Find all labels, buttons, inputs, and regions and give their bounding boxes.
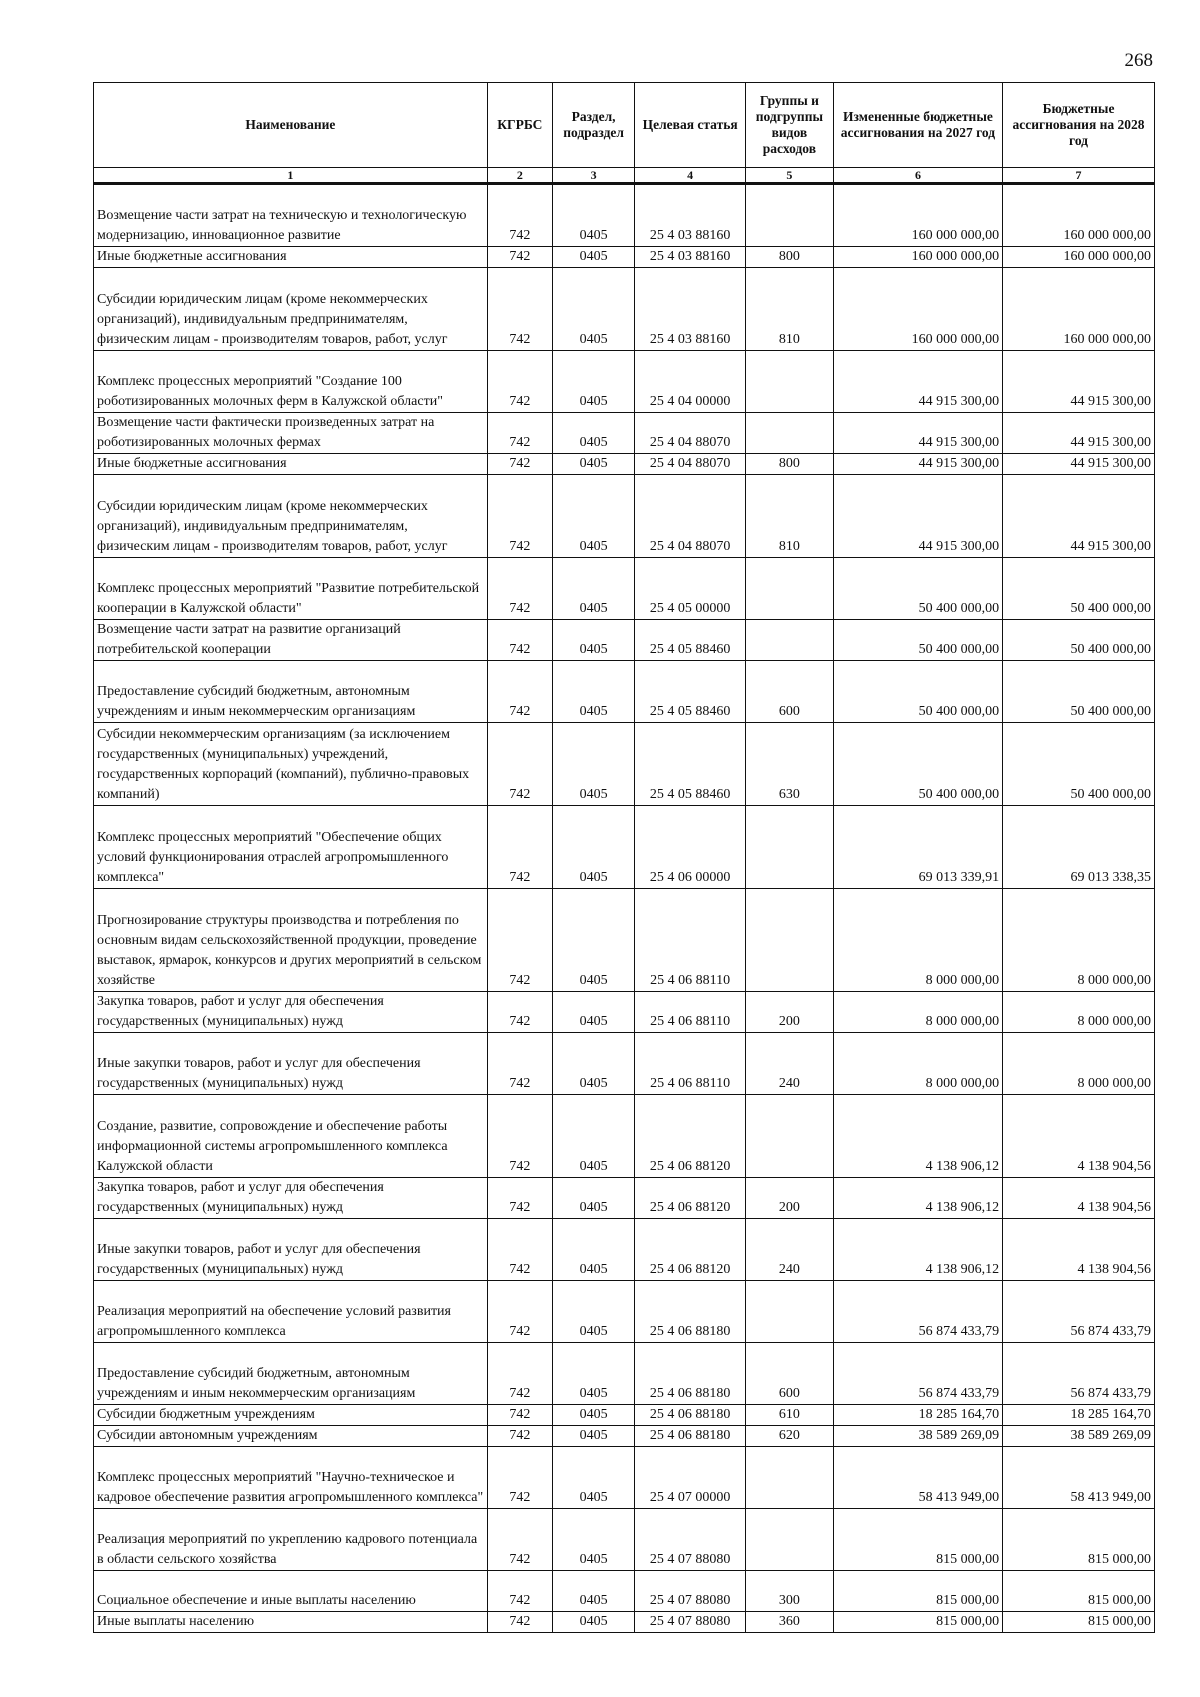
cell-statya: 25 4 06 88120 — [635, 1178, 746, 1219]
cell-kgrbs: 742 — [487, 1095, 552, 1178]
cell-razdel: 0405 — [552, 1447, 634, 1509]
cell-kgrbs: 742 — [487, 620, 552, 661]
column-number: 3 — [552, 168, 634, 184]
cell-razdel: 0405 — [552, 806, 634, 889]
cell-name: Комплекс процессных мероприятий "Развитие потребительской кооперации в Калужской области" — [94, 558, 488, 620]
table-row — [94, 558, 1155, 620]
table-row — [94, 1178, 1155, 1219]
table-row — [94, 351, 1155, 413]
cell-2028: 58 413 949,00 — [1003, 1447, 1155, 1509]
cell-2027: 44 915 300,00 — [833, 454, 1002, 475]
cell-2027: 50 400 000,00 — [833, 620, 1002, 661]
cell-name: Реализация мероприятий на обеспечение условий развития агропромышленного комплекса — [94, 1281, 488, 1343]
cell-2027: 56 874 433,79 — [833, 1281, 1002, 1343]
column-number: 4 — [635, 168, 746, 184]
cell-2028: 38 589 269,09 — [1003, 1426, 1155, 1447]
cell-kgrbs: 742 — [487, 1033, 552, 1095]
table-row — [94, 413, 1155, 454]
cell-kgrbs: 742 — [487, 1178, 552, 1219]
cell-vid: 800 — [745, 247, 833, 268]
cell-vid: 800 — [745, 454, 833, 475]
cell-name: Иные бюджетные ассигнования — [94, 454, 488, 475]
cell-2027: 4 138 906,12 — [833, 1095, 1002, 1178]
cell-statya: 25 4 06 88180 — [635, 1426, 746, 1447]
cell-razdel: 0405 — [552, 351, 634, 413]
header-statya: Целевая статья — [635, 83, 746, 168]
cell-statya: 25 4 06 88120 — [635, 1219, 746, 1281]
cell-vid: 610 — [745, 1405, 833, 1426]
cell-kgrbs: 742 — [487, 1219, 552, 1281]
cell-vid — [745, 806, 833, 889]
page-number: 268 — [1124, 50, 1153, 71]
cell-name: Прогнозирование структуры производства и потребления по основным видам сельскохозяйственной продукции, проведение выставок, ярмарок, конкурсов и других мероприятий в сельском хозяйстве — [94, 889, 488, 992]
cell-2028: 44 915 300,00 — [1003, 475, 1155, 558]
cell-razdel: 0405 — [552, 247, 634, 268]
cell-kgrbs: 742 — [487, 268, 552, 351]
cell-2027: 815 000,00 — [833, 1571, 1002, 1612]
cell-statya: 25 4 04 88070 — [635, 413, 746, 454]
cell-name: Предоставление субсидий бюджетным, автономным учреждениям и иным некоммерческим организациям — [94, 661, 488, 723]
cell-kgrbs: 742 — [487, 889, 552, 992]
cell-vid — [745, 413, 833, 454]
cell-razdel: 0405 — [552, 723, 634, 806]
cell-2028: 56 874 433,79 — [1003, 1281, 1155, 1343]
table-row — [94, 1509, 1155, 1571]
cell-name: Комплекс процессных мероприятий "Создание 100 роботизированных молочных ферм в Калужской области" — [94, 351, 488, 413]
cell-razdel: 0405 — [552, 661, 634, 723]
cell-vid: 240 — [745, 1219, 833, 1281]
cell-kgrbs: 742 — [487, 1281, 552, 1343]
cell-statya: 25 4 05 88460 — [635, 661, 746, 723]
table-row — [94, 454, 1155, 475]
cell-statya: 25 4 03 88160 — [635, 247, 746, 268]
cell-name: Возмещение части затрат на техническую и технологическую модернизацию, инновационное развитие — [94, 184, 488, 247]
cell-razdel: 0405 — [552, 1426, 634, 1447]
table-row — [94, 1426, 1155, 1447]
cell-name: Иные закупки товаров, работ и услуг для обеспечения государственных (муниципальных) нужд — [94, 1219, 488, 1281]
cell-2028: 4 138 904,56 — [1003, 1219, 1155, 1281]
cell-2028: 815 000,00 — [1003, 1612, 1155, 1633]
cell-kgrbs: 742 — [487, 475, 552, 558]
cell-2027: 38 589 269,09 — [833, 1426, 1002, 1447]
cell-statya: 25 4 07 00000 — [635, 1447, 746, 1509]
table-row — [94, 1612, 1155, 1633]
cell-2027: 4 138 906,12 — [833, 1219, 1002, 1281]
cell-2028: 8 000 000,00 — [1003, 992, 1155, 1033]
cell-statya: 25 4 06 00000 — [635, 806, 746, 889]
cell-2028: 50 400 000,00 — [1003, 661, 1155, 723]
column-number-row — [94, 168, 1155, 184]
cell-vid: 600 — [745, 661, 833, 723]
table-row — [94, 1405, 1155, 1426]
table-body — [94, 184, 1155, 1633]
cell-name: Иные бюджетные ассигнования — [94, 247, 488, 268]
cell-2027: 4 138 906,12 — [833, 1178, 1002, 1219]
cell-razdel: 0405 — [552, 1033, 634, 1095]
cell-kgrbs: 742 — [487, 1343, 552, 1405]
cell-name: Иные выплаты населению — [94, 1612, 488, 1633]
cell-name: Субсидии юридическим лицам (кроме некоммерческих организаций), индивидуальным предпринимателям, физическим лицам - производителям товаров, работ, услуг — [94, 475, 488, 558]
cell-statya: 25 4 06 88120 — [635, 1095, 746, 1178]
cell-2027: 8 000 000,00 — [833, 889, 1002, 992]
table-row — [94, 992, 1155, 1033]
cell-razdel: 0405 — [552, 268, 634, 351]
cell-razdel: 0405 — [552, 475, 634, 558]
cell-razdel: 0405 — [552, 1571, 634, 1612]
table-row — [94, 620, 1155, 661]
cell-razdel: 0405 — [552, 889, 634, 992]
cell-vid: 240 — [745, 1033, 833, 1095]
cell-razdel: 0405 — [552, 1281, 634, 1343]
cell-vid — [745, 558, 833, 620]
cell-vid — [745, 620, 833, 661]
cell-statya: 25 4 07 88080 — [635, 1612, 746, 1633]
cell-statya: 25 4 06 88180 — [635, 1405, 746, 1426]
cell-2028: 44 915 300,00 — [1003, 413, 1155, 454]
cell-razdel: 0405 — [552, 184, 634, 247]
cell-kgrbs: 742 — [487, 723, 552, 806]
cell-name: Создание, развитие, сопровождение и обеспечение работы информационной системы агропромышленного комплекса Калужской области — [94, 1095, 488, 1178]
table-row — [94, 723, 1155, 806]
cell-2027: 8 000 000,00 — [833, 1033, 1002, 1095]
cell-2027: 160 000 000,00 — [833, 247, 1002, 268]
cell-vid — [745, 1447, 833, 1509]
cell-2027: 50 400 000,00 — [833, 661, 1002, 723]
cell-vid: 620 — [745, 1426, 833, 1447]
budget-table — [93, 82, 1155, 1633]
cell-name: Комплекс процессных мероприятий "Научно-техническое и кадровое обеспечение развития агропромышленного комплекса" — [94, 1447, 488, 1509]
cell-2028: 44 915 300,00 — [1003, 351, 1155, 413]
cell-statya: 25 4 05 88460 — [635, 723, 746, 806]
table-row — [94, 889, 1155, 992]
table-row — [94, 475, 1155, 558]
cell-kgrbs: 742 — [487, 1571, 552, 1612]
cell-2028: 160 000 000,00 — [1003, 184, 1155, 247]
cell-statya: 25 4 06 88180 — [635, 1281, 746, 1343]
table-row — [94, 1033, 1155, 1095]
cell-kgrbs: 742 — [487, 413, 552, 454]
cell-2027: 44 915 300,00 — [833, 351, 1002, 413]
cell-vid — [745, 889, 833, 992]
cell-name: Закупка товаров, работ и услуг для обеспечения государственных (муниципальных) нужд — [94, 992, 488, 1033]
cell-2028: 56 874 433,79 — [1003, 1343, 1155, 1405]
cell-2028: 4 138 904,56 — [1003, 1095, 1155, 1178]
header-name: Наименование — [94, 83, 488, 168]
cell-name: Субсидии некоммерческим организациям (за исключением государственных (муниципальных) учреждений, государственных корпораций (компаний), публично-правовых компаний) — [94, 723, 488, 806]
cell-vid: 810 — [745, 475, 833, 558]
table-row — [94, 268, 1155, 351]
cell-kgrbs: 742 — [487, 661, 552, 723]
table-row — [94, 1095, 1155, 1178]
cell-2027: 8 000 000,00 — [833, 992, 1002, 1033]
cell-name: Реализация мероприятий по укреплению кадрового потенциала в области сельского хозяйства — [94, 1509, 488, 1571]
cell-2028: 69 013 338,35 — [1003, 806, 1155, 889]
cell-vid — [745, 1509, 833, 1571]
cell-2028: 160 000 000,00 — [1003, 268, 1155, 351]
cell-2027: 69 013 339,91 — [833, 806, 1002, 889]
cell-razdel: 0405 — [552, 558, 634, 620]
cell-kgrbs: 742 — [487, 1509, 552, 1571]
cell-kgrbs: 742 — [487, 1426, 552, 1447]
cell-kgrbs: 742 — [487, 247, 552, 268]
table-row — [94, 1343, 1155, 1405]
cell-name: Закупка товаров, работ и услуг для обеспечения государственных (муниципальных) нужд — [94, 1178, 488, 1219]
column-number: 1 — [94, 168, 488, 184]
column-number: 5 — [745, 168, 833, 184]
cell-razdel: 0405 — [552, 1509, 634, 1571]
cell-2027: 815 000,00 — [833, 1509, 1002, 1571]
cell-2028: 50 400 000,00 — [1003, 558, 1155, 620]
cell-razdel: 0405 — [552, 620, 634, 661]
table-row — [94, 1219, 1155, 1281]
table-row — [94, 247, 1155, 268]
cell-2027: 160 000 000,00 — [833, 268, 1002, 351]
cell-kgrbs: 742 — [487, 184, 552, 247]
cell-statya: 25 4 05 88460 — [635, 620, 746, 661]
cell-vid — [745, 1095, 833, 1178]
cell-statya: 25 4 05 00000 — [635, 558, 746, 620]
cell-2028: 815 000,00 — [1003, 1509, 1155, 1571]
cell-razdel: 0405 — [552, 454, 634, 475]
cell-razdel: 0405 — [552, 1612, 634, 1633]
cell-2027: 50 400 000,00 — [833, 558, 1002, 620]
cell-2028: 4 138 904,56 — [1003, 1178, 1155, 1219]
cell-vid: 630 — [745, 723, 833, 806]
cell-name: Субсидии бюджетным учреждениям — [94, 1405, 488, 1426]
header-2028: Бюджетные ассигнования на 2028 год — [1003, 83, 1155, 168]
cell-kgrbs: 742 — [487, 454, 552, 475]
cell-razdel: 0405 — [552, 1343, 634, 1405]
table-row — [94, 661, 1155, 723]
column-number: 6 — [833, 168, 1002, 184]
cell-razdel: 0405 — [552, 1405, 634, 1426]
cell-kgrbs: 742 — [487, 351, 552, 413]
cell-razdel: 0405 — [552, 992, 634, 1033]
cell-name: Иные закупки товаров, работ и услуг для обеспечения государственных (муниципальных) нужд — [94, 1033, 488, 1095]
cell-vid: 810 — [745, 268, 833, 351]
cell-statya: 25 4 04 88070 — [635, 454, 746, 475]
cell-name: Комплекс процессных мероприятий "Обеспечение общих условий функционирования отраслей агропромышленного комплекса" — [94, 806, 488, 889]
cell-2027: 18 285 164,70 — [833, 1405, 1002, 1426]
cell-statya: 25 4 04 00000 — [635, 351, 746, 413]
cell-name: Субсидии автономным учреждениям — [94, 1426, 488, 1447]
table-row — [94, 1571, 1155, 1612]
cell-2028: 50 400 000,00 — [1003, 620, 1155, 661]
header-razdel: Раздел, подраздел — [552, 83, 634, 168]
cell-2027: 56 874 433,79 — [833, 1343, 1002, 1405]
cell-name: Предоставление субсидий бюджетным, автономным учреждениям и иным некоммерческим организациям — [94, 1343, 488, 1405]
cell-2028: 18 285 164,70 — [1003, 1405, 1155, 1426]
cell-vid — [745, 184, 833, 247]
cell-2027: 50 400 000,00 — [833, 723, 1002, 806]
header-vid: Группы и подгруппы видов расходов — [745, 83, 833, 168]
table-row — [94, 1281, 1155, 1343]
header-2027: Измененные бюджетные ассигнования на 2027 год — [833, 83, 1002, 168]
cell-2027: 44 915 300,00 — [833, 475, 1002, 558]
cell-2027: 58 413 949,00 — [833, 1447, 1002, 1509]
cell-2028: 160 000 000,00 — [1003, 247, 1155, 268]
table-row — [94, 1447, 1155, 1509]
cell-vid — [745, 351, 833, 413]
header-kgrbs: КГРБС — [487, 83, 552, 168]
table-row — [94, 806, 1155, 889]
cell-razdel: 0405 — [552, 413, 634, 454]
cell-statya: 25 4 06 88110 — [635, 889, 746, 992]
cell-name: Субсидии юридическим лицам (кроме некоммерческих организаций), индивидуальным предпринимателям, физическим лицам - производителям товаров, работ, услуг — [94, 268, 488, 351]
cell-vid: 360 — [745, 1612, 833, 1633]
cell-vid: 600 — [745, 1343, 833, 1405]
cell-statya: 25 4 07 88080 — [635, 1509, 746, 1571]
cell-razdel: 0405 — [552, 1095, 634, 1178]
cell-vid — [745, 1281, 833, 1343]
header-row — [94, 83, 1155, 168]
cell-statya: 25 4 06 88180 — [635, 1343, 746, 1405]
cell-vid: 200 — [745, 1178, 833, 1219]
cell-2028: 50 400 000,00 — [1003, 723, 1155, 806]
cell-2028: 8 000 000,00 — [1003, 1033, 1155, 1095]
table-row — [94, 184, 1155, 247]
cell-razdel: 0405 — [552, 1219, 634, 1281]
cell-2027: 815 000,00 — [833, 1612, 1002, 1633]
cell-name: Социальное обеспечение и иные выплаты населению — [94, 1571, 488, 1612]
cell-kgrbs: 742 — [487, 1447, 552, 1509]
cell-2028: 44 915 300,00 — [1003, 454, 1155, 475]
cell-statya: 25 4 03 88160 — [635, 184, 746, 247]
cell-kgrbs: 742 — [487, 992, 552, 1033]
cell-2027: 44 915 300,00 — [833, 413, 1002, 454]
cell-vid: 200 — [745, 992, 833, 1033]
cell-2028: 8 000 000,00 — [1003, 889, 1155, 992]
cell-2028: 815 000,00 — [1003, 1571, 1155, 1612]
cell-statya: 25 4 03 88160 — [635, 268, 746, 351]
cell-kgrbs: 742 — [487, 806, 552, 889]
cell-kgrbs: 742 — [487, 1405, 552, 1426]
column-number: 2 — [487, 168, 552, 184]
cell-2027: 160 000 000,00 — [833, 184, 1002, 247]
cell-name: Возмещение части фактически произведенных затрат на роботизированных молочных фермах — [94, 413, 488, 454]
cell-vid: 300 — [745, 1571, 833, 1612]
column-number: 7 — [1003, 168, 1155, 184]
cell-statya: 25 4 06 88110 — [635, 992, 746, 1033]
cell-razdel: 0405 — [552, 1178, 634, 1219]
cell-statya: 25 4 04 88070 — [635, 475, 746, 558]
cell-kgrbs: 742 — [487, 1612, 552, 1633]
cell-statya: 25 4 06 88110 — [635, 1033, 746, 1095]
cell-statya: 25 4 07 88080 — [635, 1571, 746, 1612]
cell-kgrbs: 742 — [487, 558, 552, 620]
cell-name: Возмещение части затрат на развитие организаций потребительской кооперации — [94, 620, 488, 661]
